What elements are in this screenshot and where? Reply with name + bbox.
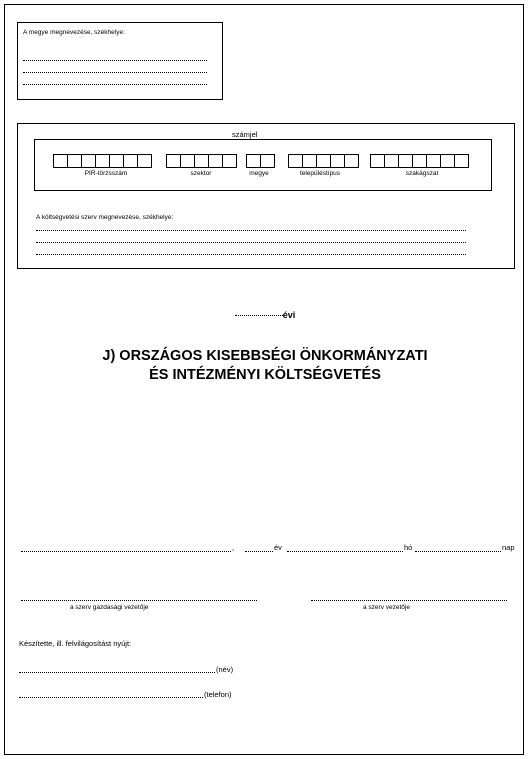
date-year-label: év xyxy=(274,543,282,552)
branch-cells[interactable] xyxy=(370,154,468,168)
title-line-2: ÉS INTÉZMÉNYI KÖLTSÉGVETÉS xyxy=(149,367,381,383)
phone-line[interactable] xyxy=(19,697,203,698)
pir-cells[interactable] xyxy=(53,154,151,168)
document-title xyxy=(5,347,525,385)
budget-org-line-1[interactable] xyxy=(36,230,466,231)
pir-label: PIR-törzsszám xyxy=(84,170,128,177)
year-date-blank[interactable] xyxy=(245,551,273,552)
county-code-label: megye xyxy=(249,170,269,177)
year-suffix: évi xyxy=(282,310,296,320)
form-page xyxy=(4,4,524,755)
budget-year xyxy=(5,310,525,320)
branch-label: szakágszat xyxy=(405,170,439,177)
county-label: A megye megnevezése, székhelye: xyxy=(23,29,125,36)
name-label: (név) xyxy=(216,665,234,674)
date-month-label: hó xyxy=(404,543,413,552)
head-signature-line[interactable] xyxy=(311,600,507,601)
budget-org-line-2[interactable] xyxy=(36,242,466,243)
settlement-type-cells[interactable] xyxy=(288,154,358,168)
account-box xyxy=(17,123,515,269)
date-comma: , xyxy=(232,543,235,552)
finance-lead-signature-line[interactable] xyxy=(21,600,257,601)
budget-org-line-3[interactable] xyxy=(36,254,466,255)
month-blank[interactable] xyxy=(287,551,403,552)
date-day-label: nap xyxy=(502,543,515,552)
year-blank[interactable] xyxy=(235,315,283,316)
phone-label: (telefon) xyxy=(204,690,232,699)
head-label: a szerv vezetője xyxy=(363,604,410,611)
county-line-1[interactable] xyxy=(23,60,207,61)
title-line-1: J) ORSZÁGOS KISEBBSÉGI ÖNKORMÁNYZATI xyxy=(102,348,428,364)
name-line[interactable] xyxy=(19,672,215,673)
sector-cells[interactable] xyxy=(166,154,236,168)
account-code-box xyxy=(34,139,492,191)
day-blank[interactable] xyxy=(415,551,501,552)
settlement-type-label: településtípus xyxy=(299,170,341,177)
place-blank[interactable] xyxy=(21,551,231,552)
county-line-2[interactable] xyxy=(23,72,207,73)
budget-org-label: A költségvetési szerv megnevezése, székhelye: xyxy=(36,214,174,221)
account-title: számjel xyxy=(232,130,258,139)
county-line-3[interactable] xyxy=(23,84,207,85)
finance-lead-label: a szerv gazdasági vezetője xyxy=(70,604,149,611)
county-box xyxy=(17,22,223,100)
county-code-cells[interactable] xyxy=(246,154,274,168)
sector-label: szektor xyxy=(190,170,212,177)
prepared-by-label: Készítette, ill. felvilágosítást nyújt: xyxy=(19,639,132,648)
